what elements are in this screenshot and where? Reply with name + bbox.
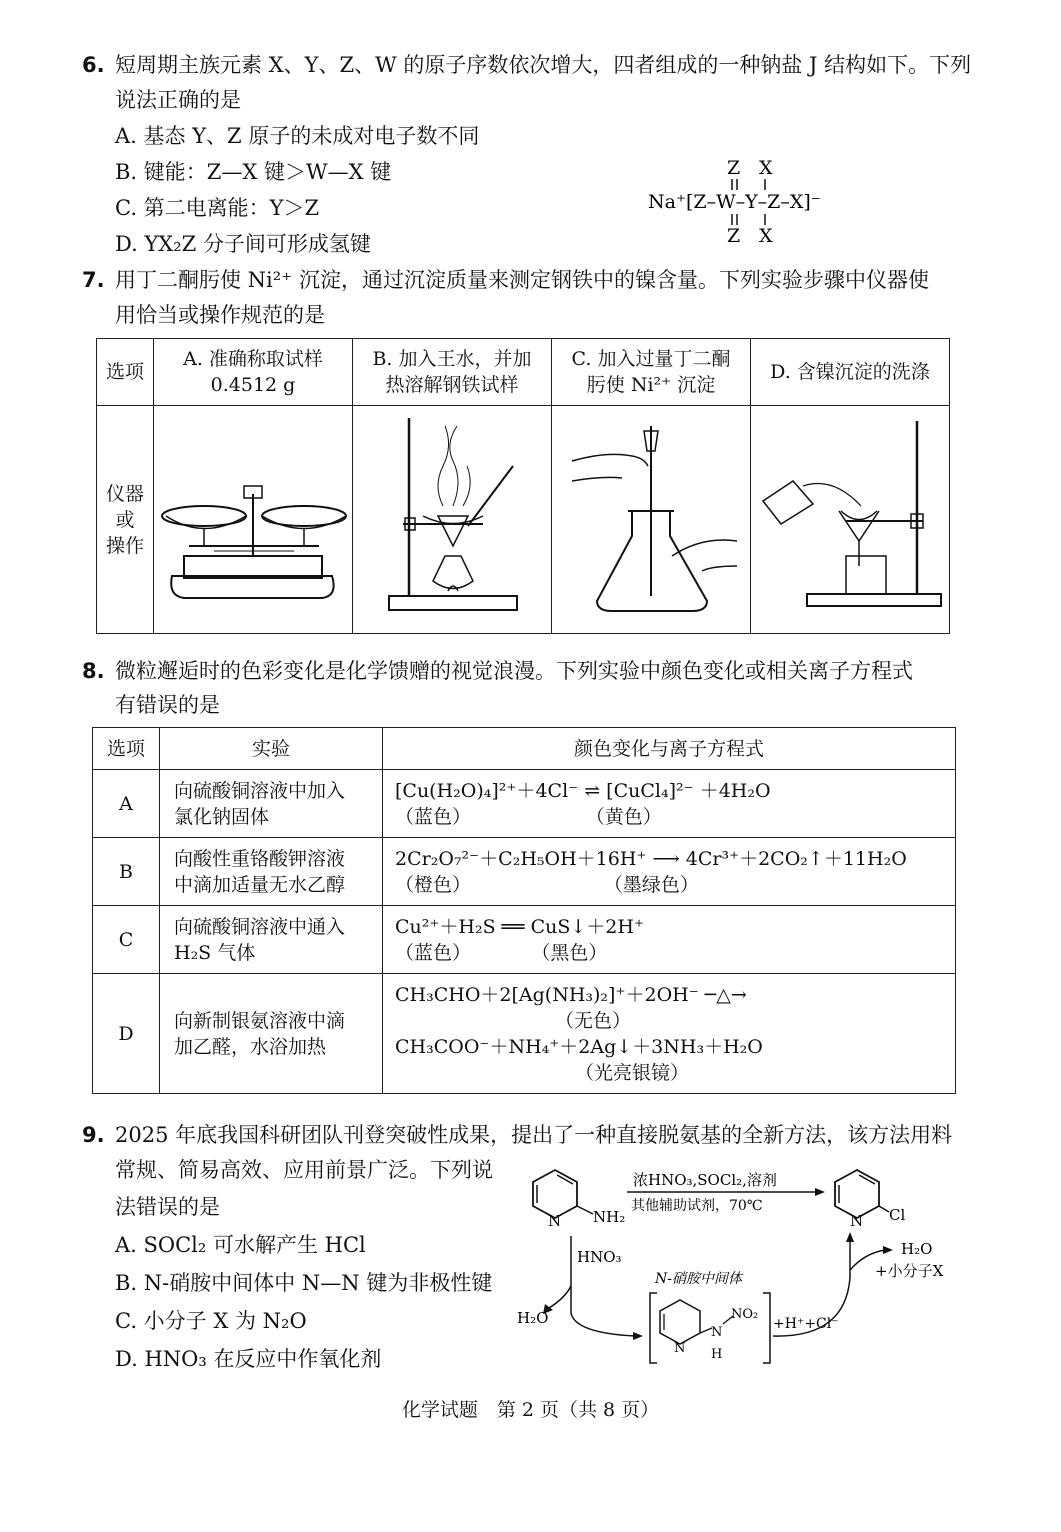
small-molecule-x-label: +小分子X: [875, 1262, 944, 1280]
q8-row-c-experiment: 向硫酸铜溶液中通入 H₂S 气体: [160, 906, 383, 974]
q7-table: [96, 338, 950, 634]
nh2-label: NH₂: [593, 1208, 626, 1226]
q7-header-label: 选项: [97, 339, 154, 406]
q7-illus-c-cell: [552, 406, 751, 634]
q6-structure-top-z: Z: [727, 157, 741, 179]
q6-option-a: A. 基态 Y、Z 原子的未成对电子数不同: [115, 124, 480, 148]
reagent-top-label: 浓HNO₃,SOCl₂,溶剂: [633, 1171, 777, 1189]
q8-row-a-equation: [Cu(H₂O)₄]²⁺＋4Cl⁻ ⇌ [CuCl₄]²⁻ ＋4H₂O （蓝色） （黄色）: [383, 770, 956, 838]
q6-structure-bottom-z: Z: [727, 225, 741, 247]
q7-stem-line1: 用丁二酮肟使 Ni²⁺ 沉淀，通过沉淀质量来测定钢铁中的镍含量。下列实验步骤中仪器使: [115, 268, 929, 292]
reagent-bottom-label: 其他辅助试剂，70℃: [631, 1198, 763, 1214]
flask-dropper-illustration: [552, 406, 750, 626]
q8-row-b-experiment: 向酸性重铬酸钾溶液 中滴加适量无水乙醇: [160, 838, 383, 906]
heating-stand-illustration: [353, 406, 551, 626]
q8-row-d: [93, 974, 956, 1094]
q8-row-c: [93, 906, 956, 974]
q8-row-a-option: A: [93, 770, 160, 838]
q6-option-c: C. 第二电离能：Y＞Z: [115, 196, 320, 220]
q6-structure-top-x: X: [759, 157, 773, 179]
q9-option-c: C. 小分子 X 为 N₂O: [115, 1309, 307, 1333]
q9-option-a: A. SOCl₂ 可水解产生 HCl: [115, 1233, 366, 1257]
q9-number: 9.: [82, 1123, 105, 1147]
q8-row-b-equation: 2Cr₂O₇²⁻＋C₂H₅OH＋16H⁺ ⟶ 4Cr³⁺＋2CO₂↑＋11H₂O （橙色） （墨绿色）: [383, 838, 956, 906]
h2o-right-label: H₂O: [901, 1240, 933, 1258]
h2o-left-label: H₂O: [517, 1309, 549, 1327]
q6-stem-line1: 短周期主族元素 X、Y、Z、W 的原子序数依次增大，四者组成的一种钠盐 J 结构如下。下列: [115, 53, 972, 77]
filtration-wash-illustration: [751, 406, 949, 626]
page-footer: 化学试题 第 2 页（共 8 页）: [401, 1399, 660, 1421]
q9-option-b: B. N-硝胺中间体中 N—N 键为非极性键: [115, 1271, 493, 1295]
pyridine-ring-left: [533, 1170, 577, 1218]
q6-stem-line2: 说法正确的是: [115, 88, 241, 112]
q6-number: 6.: [82, 53, 105, 77]
q7-illus-d-cell: [751, 406, 950, 634]
cl-label: Cl: [889, 1206, 906, 1224]
q8-stem-line2: 有错误的是: [115, 693, 220, 717]
q7-col-d-header: D. 含镍沉淀的洗涤: [751, 339, 950, 406]
balance-illustration: [154, 406, 352, 626]
q7-illus-a-cell: [154, 406, 353, 634]
q8-header-equation: 颜色变化与离子方程式: [383, 728, 956, 770]
pyridine-ring-right: [835, 1170, 879, 1218]
q8-table: [92, 727, 956, 1094]
hno3-label: HNO₃: [577, 1248, 622, 1266]
svg-text:H: H: [711, 1347, 723, 1362]
q9-stem-line1: 2025 年底我国科研团队刊登突破性成果，提出了一种直接脱氨基的全新方法，该方法用料: [115, 1123, 953, 1147]
svg-text:N: N: [711, 1325, 723, 1340]
q6-structure-diagram: [640, 150, 870, 250]
q7-col-a-header: A. 准确称取试样 0.4512 g: [154, 339, 353, 406]
q6-option-b: B. 键能：Z—X 键＞W—X 键: [115, 160, 392, 184]
q8-row-b-option: B: [93, 838, 160, 906]
q8-row-c-option: C: [93, 906, 160, 974]
q8-row-a-experiment: 向硫酸铜溶液中加入 氯化钠固体: [160, 770, 383, 838]
intermediate-label: N-硝胺中间体: [655, 1271, 742, 1287]
q8-header-experiment: 实验: [160, 728, 383, 770]
q8-row-b: [93, 838, 956, 906]
q8-stem-line1: 微粒邂逅时的色彩变化是化学馈赠的视觉浪漫。下列实验中颜色变化或相关离子方程式: [115, 659, 913, 683]
q9-option-d: D. HNO₃ 在反应中作氧化剂: [115, 1347, 382, 1371]
q6-structure-main: Na⁺[Z–W–Y–Z–X]⁻: [648, 191, 821, 213]
q8-row-a: [93, 770, 956, 838]
q6-option-d: D. YX₂Z 分子间可形成氢键: [115, 232, 371, 256]
svg-text:NO₂: NO₂: [731, 1307, 759, 1322]
pyridine-n-left: N: [548, 1212, 562, 1230]
q9-stem-line3: 法错误的是: [115, 1195, 220, 1219]
h-plus-cl-label: +H⁺+Cl⁻: [773, 1316, 839, 1332]
q7-stem-line2: 用恰当或操作规范的是: [115, 303, 325, 327]
q7-col-c-header: C. 加入过量丁二酮 肟使 Ni²⁺ 沉淀: [552, 339, 751, 406]
q9-reaction-scheme: [505, 1158, 975, 1373]
q8-header-option: 选项: [93, 728, 160, 770]
q7-illus-b-cell: [353, 406, 552, 634]
q7-col-b-header: B. 加入王水，并加 热溶解钢铁试样: [353, 339, 552, 406]
q8-row-d-option: D: [93, 974, 160, 1094]
q8-row-d-experiment: 向新制银氨溶液中滴 加乙醛，水浴加热: [160, 974, 383, 1094]
q7-number: 7.: [82, 268, 105, 292]
q7-row-label: 仪器 或 操作: [97, 406, 154, 634]
q8-number: 8.: [82, 659, 105, 683]
q8-row-d-equation: CH₃CHO＋2[Ag(NH₃)₂]⁺＋2OH⁻ ─△→ （无色） CH₃COO⁻＋NH₄⁺＋2Ag↓＋3NH₃＋H₂O （光亮银镜）: [383, 974, 956, 1094]
svg-text:N: N: [674, 1341, 686, 1356]
q8-row-c-equation: Cu²⁺＋H₂S ══ CuS↓＋2H⁺ （蓝色） （黑色）: [383, 906, 956, 974]
q6-structure-bottom-x: X: [759, 225, 773, 247]
pyridine-n-right: N: [850, 1212, 864, 1230]
q9-stem-line2: 常规、简易高效、应用前景广泛。下列说: [115, 1158, 493, 1182]
